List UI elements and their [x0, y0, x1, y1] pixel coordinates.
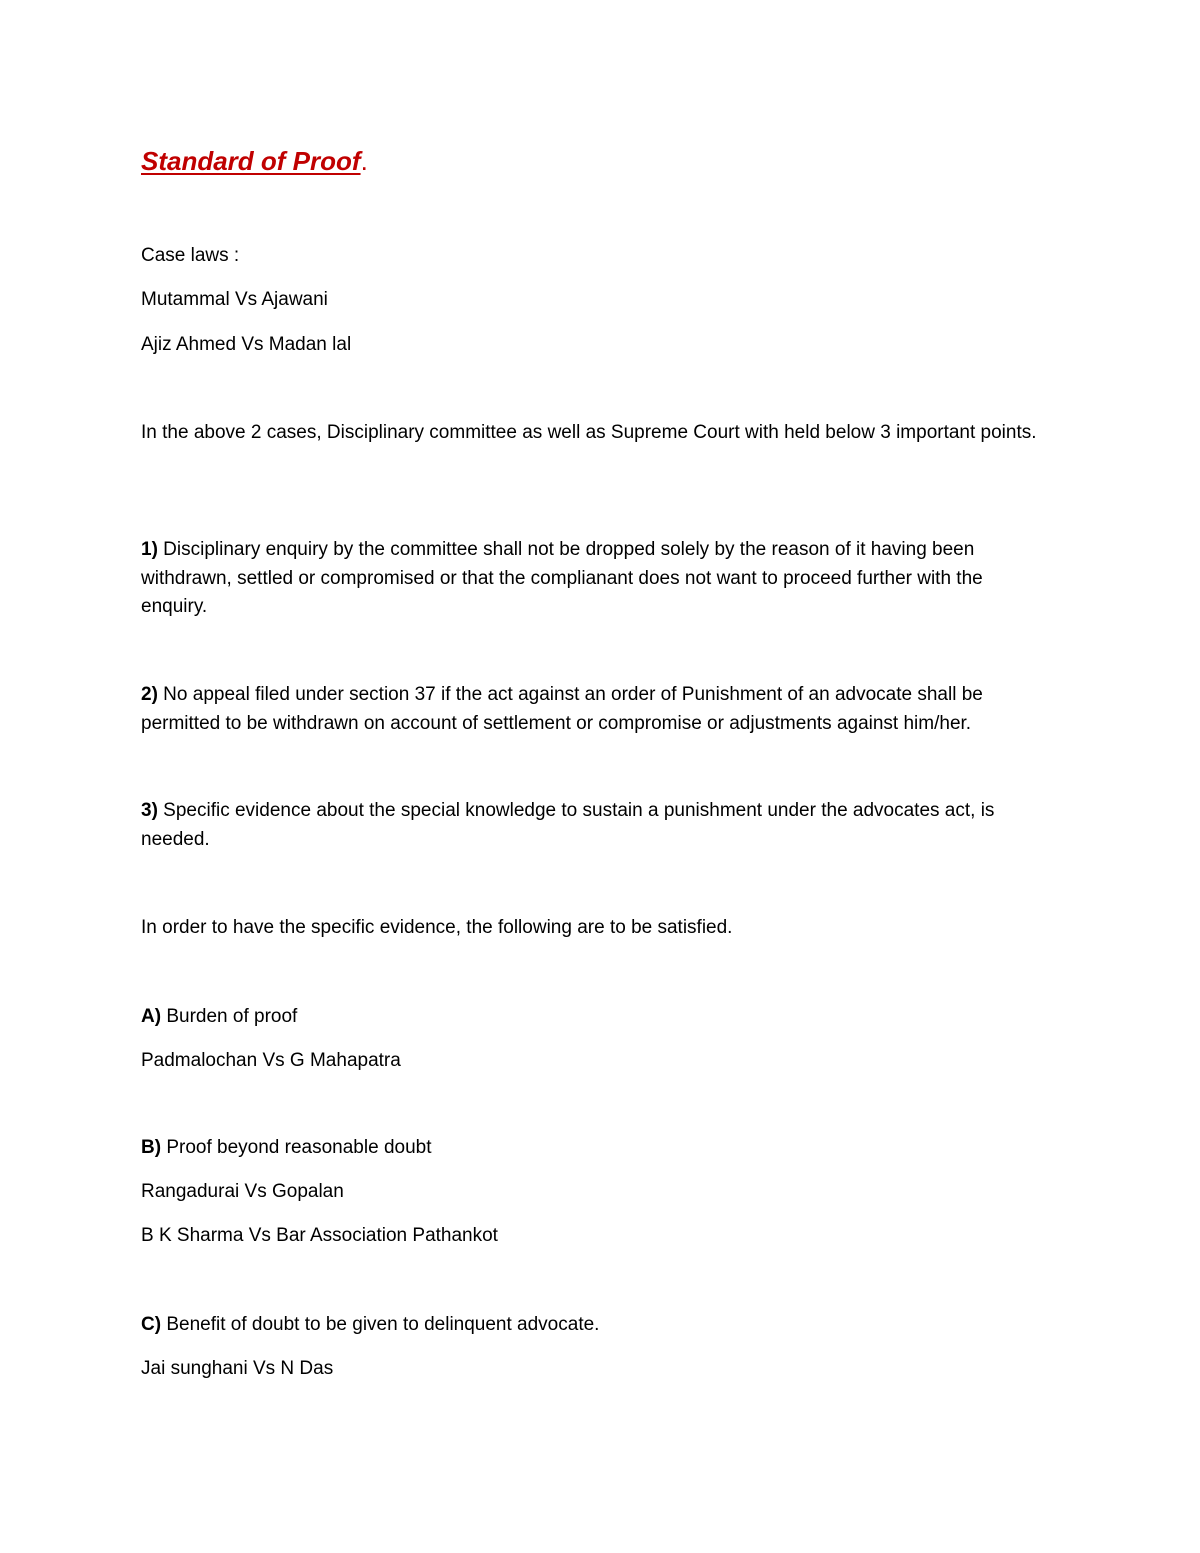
case-citation: Padmalochan Vs G Mahapatra — [141, 1050, 401, 1071]
point-paragraph — [141, 797, 1046, 854]
criterion-marker: A) — [141, 1006, 162, 1027]
case-citation: Rangadurai Vs Gopalan — [141, 1181, 344, 1202]
criterion-marker: C) — [141, 1314, 162, 1335]
summary-paragraph: In the above 2 cases, Disciplinary committee as well as Supreme Court with held below 3 important points. — [141, 422, 1037, 443]
point-text: Specific evidence about the special knowledge to sustain a punishment under the advocates act, is needed. — [141, 800, 995, 850]
criterion-heading — [141, 1134, 432, 1162]
point-marker: 2) — [141, 684, 158, 705]
criterion-text: Burden of proof — [161, 1006, 298, 1027]
point-paragraph — [141, 536, 1046, 622]
point-marker: 1) — [141, 539, 158, 560]
case-citation: Mutammal Vs Ajawani — [141, 289, 328, 310]
case-laws-label: Case laws : — [141, 245, 240, 266]
case-citation: Ajiz Ahmed Vs Madan lal — [141, 334, 352, 355]
case-citation: Jai sunghani Vs N Das — [141, 1358, 334, 1379]
point-text: Disciplinary enquiry by the committee shall not be dropped solely by the reason of it having been withdrawn, settled or compromised or that the complianant does not want to proceed further with the enquiry. — [141, 539, 983, 617]
title-period: . — [360, 146, 368, 176]
point-text: No appeal filed under section 37 if the act against an order of Punishment of an advocate shall be permitted to be withdrawn on account of settlement or compromise or adjustments against him/her. — [141, 684, 983, 734]
case-citation: B K Sharma Vs Bar Association Pathankot — [141, 1225, 498, 1246]
point-marker: 3) — [141, 800, 158, 821]
evidence-intro: In order to have the specific evidence, the following are to be satisfied. — [141, 917, 733, 938]
criterion-heading — [141, 1003, 297, 1031]
criterion-heading — [141, 1311, 599, 1339]
criterion-text: Benefit of doubt to be given to delinquent advocate. — [161, 1314, 600, 1335]
title-text: Standard of Proof — [141, 146, 361, 176]
point-paragraph — [141, 681, 1046, 738]
document-title — [141, 143, 368, 179]
criterion-text: Proof beyond reasonable doubt — [161, 1137, 432, 1158]
criterion-marker: B) — [141, 1137, 162, 1158]
